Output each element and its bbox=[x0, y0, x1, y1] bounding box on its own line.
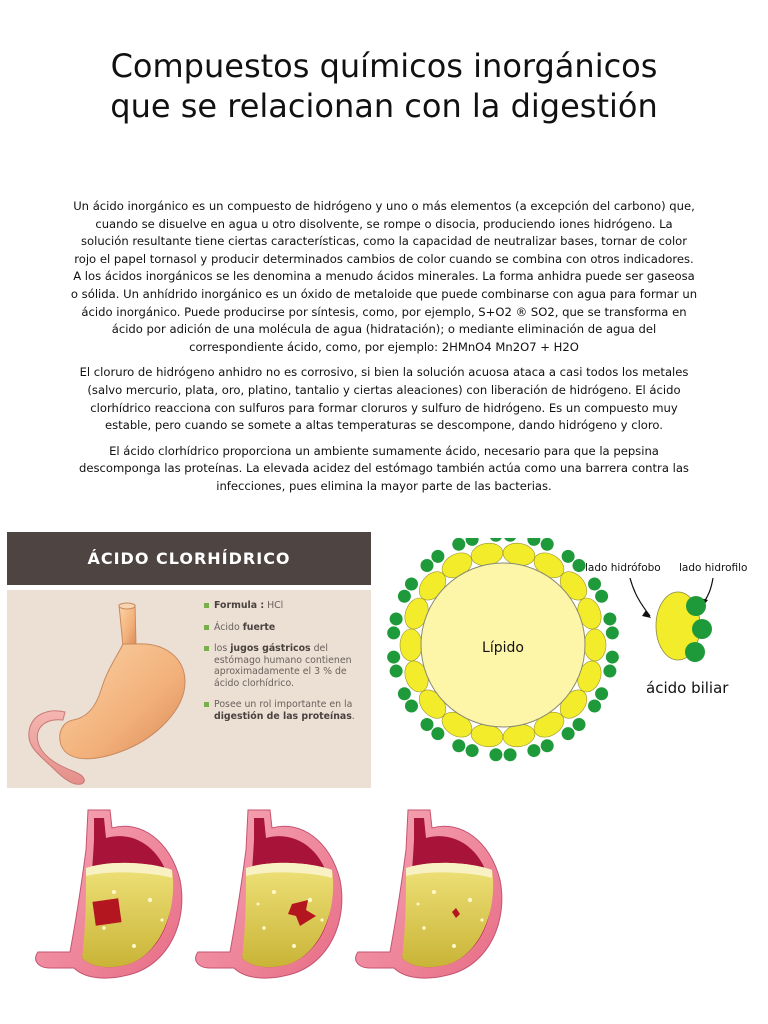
micelle-bead-head bbox=[595, 590, 608, 603]
micelle-bead-head bbox=[398, 687, 411, 700]
bile-acid-head-2 bbox=[692, 619, 712, 639]
hcl-info-card bbox=[7, 532, 371, 788]
micelle-bead-head bbox=[390, 612, 403, 625]
page-title bbox=[40, 46, 728, 126]
hydrophilic-arrow bbox=[704, 578, 713, 602]
hydrophobic-arrow bbox=[630, 578, 650, 616]
micelle-bead-head bbox=[452, 538, 465, 551]
micelle-bead-head bbox=[562, 727, 575, 740]
paragraph-1: Un ácido inorgánico es un compuesto de hidrógeno y uno o más elementos (a excepción del carbono) que, cuando se disuelve en agua u otro disolvente, se rompe o disocia, produciendo iones hidrógeno. La solución resultante tiene ciertas características, como la capacidad de neutralizar bases, tornar de color rojo el papel tornasol y producir determinados cambios de color cuando se combina con otros indicadores. A los ácidos inorgánicos se les denomina a menudo ácidos minerales. La forma anhidra puede ser gaseosa o sólida. Un anhídrido inorgánico es un óxido de metaloide que puede combinarse con agua para formar un ácido inorgánico. Puede producirse por síntesis, como, por ejemplo, S+O2 ® SO2, que se transforma en ácido por adición de una molécula de agua (hidratación); o mediante eliminación de agua del correspondiente ácido, como, por ejemplo: 2HMnO4 Mn2O7 + H2O bbox=[70, 199, 698, 354]
micelle-bead-head bbox=[390, 665, 403, 678]
micelle-bead-head bbox=[421, 559, 434, 572]
micelle-bead-head bbox=[452, 739, 465, 752]
paragraph-2: El cloruro de hidrógeno anhidro no es corrosivo, si bien la solución acuosa ataca a casi todos los metales (salvo mercurio, plata, oro, platino, tantalio y ciertas aleaciones) con liberación de hidrógeno. El ácido clorhídrico reacciona con sulfuros para formar cloruros y sulfuro de hidrógeno. Es un compuesto muy estable, pero cuando se somete a altas temperaturas se descompone, dando hidrógeno y cloro. bbox=[79, 365, 689, 433]
micelle-bead-head bbox=[398, 590, 411, 603]
bile-acid-head-1 bbox=[686, 596, 706, 616]
micelle-bead-head bbox=[466, 744, 479, 757]
hcl-fact-formula: Formula : HCl bbox=[204, 600, 364, 612]
micelle-bead-head bbox=[572, 718, 585, 731]
micelle-bead-head bbox=[541, 739, 554, 752]
stomach-3 bbox=[356, 810, 502, 978]
title-line-1: Compuestos químicos inorgánicos bbox=[110, 47, 658, 85]
micelle-bead-head bbox=[562, 550, 575, 563]
micelle-bead-head bbox=[595, 687, 608, 700]
micelle-bead-head bbox=[405, 577, 418, 590]
hcl-fact-list bbox=[204, 600, 364, 732]
micelle-bead-head bbox=[603, 665, 616, 678]
micelle-bead-head bbox=[431, 727, 444, 740]
hcl-fact-gastric-juice: los jugos gástricos del estómago humano contienen aproximadamente el 3 % de ácido clorhídrico. bbox=[204, 643, 364, 689]
micelle-bead-head bbox=[527, 538, 540, 546]
micelle-bead-head bbox=[572, 559, 585, 572]
hcl-card-header: ÁCIDO CLORHÍDRICO bbox=[7, 532, 371, 585]
micelle-bead-head bbox=[387, 651, 400, 664]
title-line-2: que se relacionan con la digestión bbox=[110, 87, 658, 125]
micelle-bead-head bbox=[603, 612, 616, 625]
micelle-bead-body bbox=[400, 629, 422, 661]
stomach-1 bbox=[36, 810, 182, 978]
stomach-digestion-sequence bbox=[0, 800, 560, 990]
stomach-2 bbox=[196, 810, 342, 978]
micelle-bead-head bbox=[431, 550, 444, 563]
micelle-bead-head bbox=[387, 626, 400, 639]
stomach-illustration bbox=[15, 600, 195, 785]
bile-acid-label: ácido biliar bbox=[646, 679, 729, 697]
micelle-bead-head bbox=[588, 700, 601, 713]
bile-acid-head-3 bbox=[685, 642, 705, 662]
micelle-bead-head bbox=[606, 626, 619, 639]
micelle-bead-head bbox=[489, 748, 502, 761]
protein-block-1 bbox=[92, 898, 121, 925]
hcl-fact-strength: Ácido fuerte bbox=[204, 622, 364, 634]
hydrophobic-label: lado hidrófobo bbox=[585, 562, 661, 574]
micelle-bead-head bbox=[504, 538, 517, 542]
micelle-bead-head bbox=[421, 718, 434, 731]
micelle-bead-head bbox=[541, 538, 554, 551]
paragraph-3: El ácido clorhídrico proporciona un ambiente sumamente ácido, necesario para que la pepsina descomponga las proteínas. La elevada acidez del estómago también actúa como una barrera contra las infecciones, pues elimina la mayor parte de las bacterias. bbox=[79, 443, 689, 493]
lipid-micelle-diagram bbox=[378, 538, 763, 768]
micelle-bead-head bbox=[527, 744, 540, 757]
hcl-fact-digestion: Posee un rol importante en la digestión de las proteínas. bbox=[204, 699, 364, 722]
hydrophilic-label: lado hidrofilo bbox=[679, 562, 748, 574]
hcl-card-body bbox=[7, 590, 371, 788]
lipid-label: Lípido bbox=[482, 640, 524, 656]
micelle-bead-head bbox=[606, 651, 619, 664]
body-text bbox=[70, 198, 698, 504]
micelle-bead-head bbox=[405, 700, 418, 713]
micelle-bead-head bbox=[588, 577, 601, 590]
micelle-bead-head bbox=[466, 538, 479, 546]
micelle-bead-head bbox=[489, 538, 502, 542]
micelle-bead-head bbox=[504, 748, 517, 761]
micelle-bead-body bbox=[584, 629, 606, 661]
